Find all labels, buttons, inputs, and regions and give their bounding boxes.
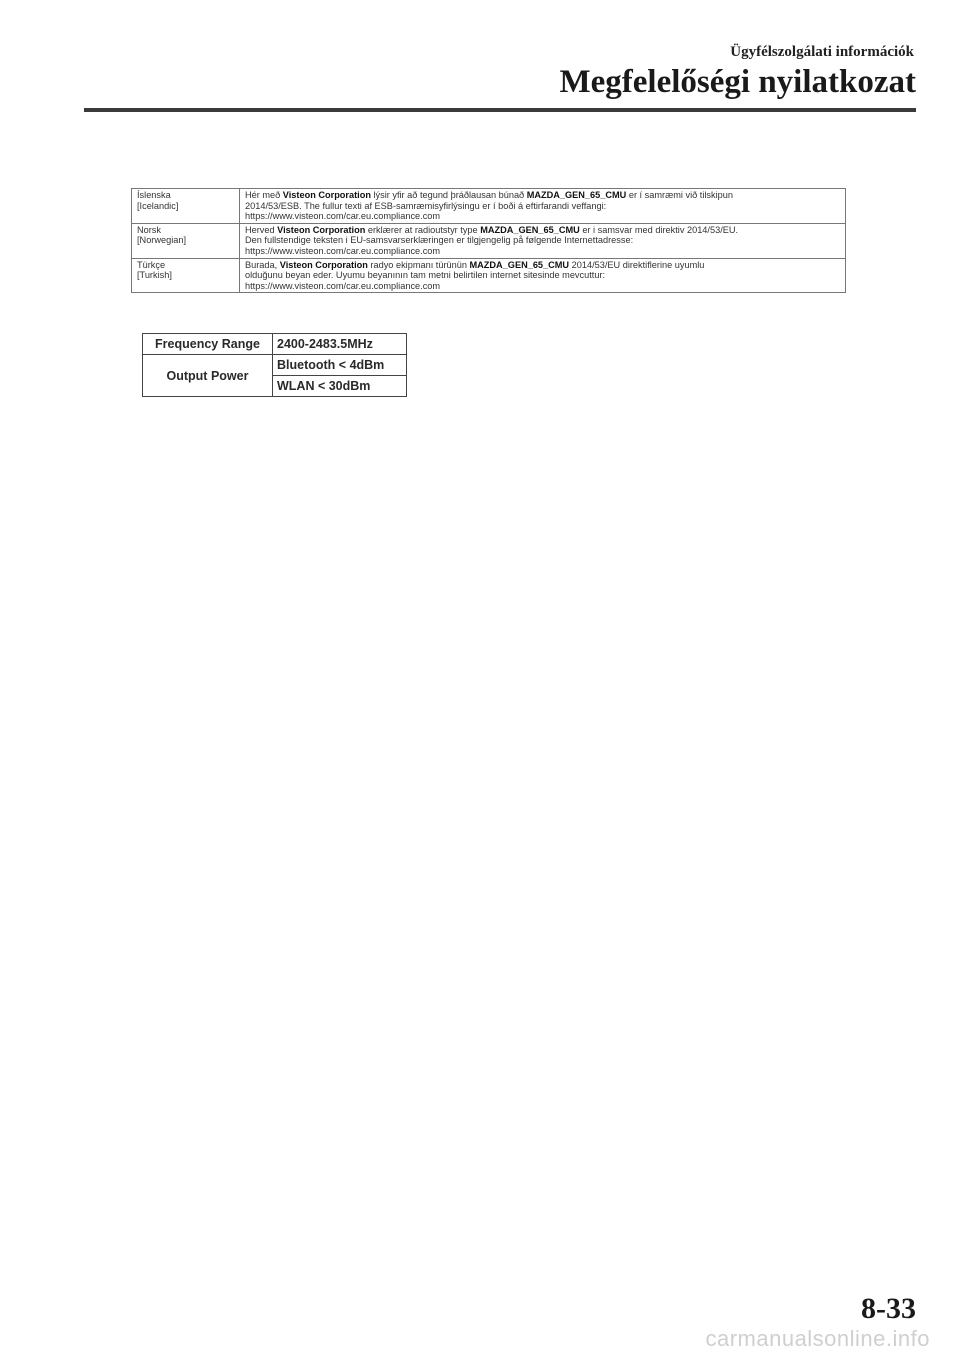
table-row xyxy=(132,258,846,293)
company-name: Visteon Corporation xyxy=(277,224,366,235)
language-english: [Icelandic] xyxy=(137,200,179,211)
declaration-text-cell xyxy=(240,223,846,258)
watermark: carmanualsonline.info xyxy=(705,1326,930,1351)
frequency-range-label: Frequency Range xyxy=(143,334,273,355)
compliance-url: https://www.visteon.com/car.eu.compliance.com xyxy=(245,211,441,222)
model-name: MAZDA_GEN_65_CMU xyxy=(526,190,627,200)
declarations-table xyxy=(131,188,846,293)
company-name: Visteon Corporation xyxy=(279,259,368,270)
page-number: 8-33 xyxy=(861,1292,916,1325)
header-rule xyxy=(84,108,916,112)
table-row xyxy=(143,355,407,376)
bluetooth-power-value: Bluetooth < 4dBm xyxy=(273,355,407,376)
table-row xyxy=(143,334,407,355)
table-row xyxy=(132,189,846,224)
compliance-url: https://www.visteon.com/car.eu.compliance.com xyxy=(245,280,441,291)
table-row xyxy=(132,223,846,258)
language-cell xyxy=(132,258,240,293)
company-name: Visteon Corporation xyxy=(282,190,371,200)
radio-spec-table xyxy=(142,333,407,397)
language-english: [Turkish] xyxy=(137,270,172,281)
declaration-line-1: Herved Visteon Corporation erklærer at radioutstyr type MAZDA_GEN_65_CMU er i samsvar med direktiv 2014/53/EU. xyxy=(245,224,739,235)
model-name: MAZDA_GEN_65_CMU xyxy=(480,224,580,235)
declaration-line-1: Hér með Visteon Corporation lýsir yfir að tegund þráðlausan búnað MAZDA_GEN_65_CMU er í samræmi við tilskipun xyxy=(245,190,733,200)
language-cell xyxy=(132,189,240,224)
frequency-range-value: 2400-2483.5MHz xyxy=(273,334,407,355)
wlan-power-value: WLAN < 30dBm xyxy=(273,376,407,397)
model-name: MAZDA_GEN_65_CMU xyxy=(469,259,570,270)
language-name: Íslenska xyxy=(137,190,171,200)
language-cell xyxy=(132,223,240,258)
section-heading: Ügyfélszolgálati információk xyxy=(730,44,914,60)
language-name: Türkçe xyxy=(137,259,166,270)
declaration-line-2: 2014/53/ESB. The fullur texti af ESB-samræmisyfirlýsingu er í boði á eftirfarandi veffangi: xyxy=(245,200,607,211)
language-english: [Norwegian] xyxy=(137,235,187,246)
compliance-url: https://www.visteon.com/car.eu.compliance.com xyxy=(245,245,441,256)
declaration-text-cell xyxy=(240,189,846,224)
declaration-line-2: olduğunu beyan eder. Uyumu beyanının tam metni belirtilen internet sitesinde mevcuttur: xyxy=(245,270,606,281)
page-title: Megfelelőségi nyilatkozat xyxy=(559,64,916,100)
declaration-text-cell xyxy=(240,258,846,293)
language-name: Norsk xyxy=(137,224,161,235)
declaration-line-1: Burada, Visteon Corporation radyo ekipmanı türünün MAZDA_GEN_65_CMU 2014/53/EU direktiflerine uyumlu xyxy=(245,259,705,270)
declaration-line-2: Den fullstendige teksten i EU-samsvarserklæringen er tilgjengelig på følgende Internettadresse: xyxy=(245,235,634,246)
output-power-label: Output Power xyxy=(143,355,273,397)
